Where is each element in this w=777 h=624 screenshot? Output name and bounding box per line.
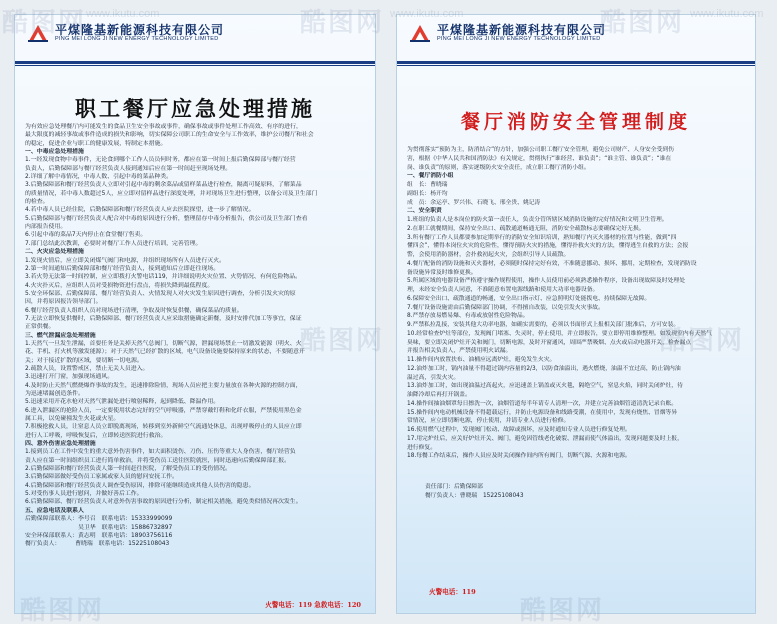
text-line: 警，会使用消防器材，会扑救初起火灾，会组织引导人员疏散。 <box>407 252 570 258</box>
text-line: 3.后勤保障部做好受伤员工家属或家人员的慰问安抚工作。 <box>25 474 178 481</box>
text-line: 1.发现火情后，应立即关闭煤气阀门和电源，并组织现场所有人员进行灭火。 <box>25 257 226 264</box>
text-line: 正常供餐。 <box>25 324 55 331</box>
text-line: 5.安全环保部、后勤保障部、餐厅经营负责人、火情发现人对火灾发生原因进行调查，分析引发火灾的原 <box>25 290 296 297</box>
text-line: 最大限度的减轻事故或事件造成的损失和影响，切实保障公司职工的生命安全与工作效率，维护公司餐厅和社会 <box>25 132 314 139</box>
text-line: 内部报告使用。 <box>25 224 67 231</box>
text-line: 进行修复。 <box>407 444 436 451</box>
text-line: 7.部门总结此次教训，必要时对餐厅工作人员进行培训，完善管理。 <box>25 240 202 247</box>
text-line: 11.操作间内放置扶布、油桶应远离炉灶，避免发生火灾。 <box>407 357 556 363</box>
text-line: 1.接到员工在工作中发生的重大意外伤害事件，如大面积烫伤、刀伤、压伤等重大人身伤害，餐厅经营负 <box>25 449 296 456</box>
text-line: 6.餐厅经营负责人组织人员对现场进行清理，争取及时恢复供餐，确保菜品的质量。 <box>25 307 243 314</box>
section-heading: 二、火灾应急处理措施 <box>25 249 84 256</box>
text-line: 成 员：余运亭、罗兴伟、石晓飞、邢全贵、姚记涛 <box>407 199 541 206</box>
text-line: 7.积极抢救人员，让窒息人员立即脱离现场，转移到室外新鲜空气流通处休息，出现呼吸停止的人员应立即 <box>25 424 302 431</box>
company-name-cn: 平煤隆基新能源科技有限公司 <box>55 23 225 37</box>
emergency-phone-footer: 火警电话：119 <box>429 588 476 596</box>
text-line: 4.餐厅配备的消防设施和灭火器材，必须随时保持完好有效，不准随意挪动、损坏、挪用，定期检查，发现消防设 <box>407 260 697 267</box>
text-line: 因，并将原因报告领导部门。 <box>25 299 102 306</box>
text-line: 3.若火势无法第一时间控制，应立即拨打火警电话119，并详细说明火灾位置、火势情况、有何危险物品。 <box>25 274 302 281</box>
text-line: 6.引起中毒的菜品7天内停止在食堂餐厅售卖。 <box>25 232 147 239</box>
text-line: 16.使用燃气过程中，发现阀门松动、故障或损坏，应及时通知专业人员进行修复处理。 <box>407 427 631 433</box>
watermark-url: www.ikutu.com <box>390 8 464 20</box>
text-line: 责人应在第一时间组织员工进行简单救治，并将受伤员工送往医院就医，同时迅速向后勤保障部汇报。 <box>25 457 291 464</box>
text-line: 7.无法立即恢复供餐时，后勤保障部、餐厅经营负责人应采取措施确定新餐，及时安排代加工等事宜，保证 <box>25 315 302 322</box>
section-heading: 四、意外伤害应急处理措施 <box>25 441 96 448</box>
text-line: 5.迅速采用开花水枪对天然气泄漏处进行喷射稀释，起到降低、降温作用。 <box>25 399 220 406</box>
text-line: 2.详细了解中毒情况，中毒人数、引起中毒的菜品种类。 <box>25 174 172 181</box>
text-line: 7.餐厅设备设施需由后勤保障部门协调，不得擅自改装，以免引发火灾事故。 <box>407 304 604 311</box>
text-line: 餐厅负责人： 曹晓瑞 联系电话：15225108043 <box>25 541 170 548</box>
page-title: 职工餐厅应急处理措施 <box>75 97 315 121</box>
text-line: 4.及时防止天然气燃烧爆炸事故的发生，迅速排除险情，现场人员应把主要力量放在各种火源的控制方面， <box>25 382 302 389</box>
header-rule <box>15 61 375 64</box>
notice-body <box>407 146 747 501</box>
text-line: 属工具，以免碰撞发生火花或火星。 <box>25 416 120 423</box>
notice-body <box>25 123 367 549</box>
text-line: 关；对于接近扩散的区域，要切断一切电源。 <box>25 357 143 364</box>
text-line: 油降冷却后再打开锅盖。 <box>407 392 471 398</box>
responsible-dept: 责任部门：后勤保障部 <box>425 484 483 490</box>
text-line: 后勤保障部联系人：李号召 联系电话：15333999099 <box>25 516 173 523</box>
text-line: 组 长：曹晓瑞 <box>407 182 448 188</box>
text-line: 负责人，后勤保障部与餐厅经营负责人接到通知后应在第一时间赶至现场处理。 <box>25 165 232 172</box>
text-line: 安全环保部联系人：黄志明 联系电话：18903756116 <box>25 532 173 539</box>
text-line: 备设施异常及时维修更换。 <box>407 269 477 276</box>
text-line: 副组长：杨开均 <box>407 190 448 197</box>
text-line: 10.经常检查炉灶等部位，发现阀门堵塞、失灵时，停止使用，并立即报告，要立即停用维修整理。如发现室内有天然气 <box>407 330 712 337</box>
text-line: 的检查。 <box>25 199 49 206</box>
text-line: 的稳定，促进企业与职工的健康发展，特制定本措施。 <box>25 140 167 147</box>
text-line: 2.后勤保障部和餐厅经营负责人第一时间赶往医院，了解受伤员工的受伤情况。 <box>25 466 231 473</box>
text-line: 5.对受伤事人员进行慰问，并做好善后工作。 <box>25 491 143 498</box>
text-line: 的质量情况，若中毒人数超过5人，应立即对留样品进行深度处理，并对现场卫生进行整理，以备公司及卫生部门 <box>25 190 318 197</box>
text-line: 2.疏散人员，设置警戒区，禁止无关人员进入。 <box>25 365 149 372</box>
spacer <box>407 461 747 483</box>
text-line: 并报告相关负责人，严禁使用明火试漏。 <box>407 348 512 355</box>
text-line: 6.后勤保障部、餐厅经营负责人对意外伤害事故的原因进行分析，制定相关措施，避免类似情况再次发生。 <box>25 499 302 506</box>
right-notice-panel <box>396 14 756 614</box>
text-line: 温过高，引发火灾。 <box>407 374 460 381</box>
text-line: 1.天然气一旦发生泄漏，首要任务是关掉天然气总阀门，切断气源，泄漏现场禁止一切激发能源（明火、火 <box>25 340 302 347</box>
text-line: 18.每餐工作结束后，操作人员应及时关闭操作间内所有阀门，切断气源、火源和电源。 <box>407 453 631 460</box>
text-line: 吴卫华 联系电话：15886732897 <box>25 524 173 531</box>
text-line: 懂四会”，懂得本岗位火灾的危险性，懂得预防火灾的措施，懂得扑救火灾的方法，懂得逃生自救的方法；会报 <box>407 243 689 250</box>
section-heading: 二、安全职责 <box>407 208 442 215</box>
text-line: 2.第一时间通知后勤保障部和餐厅经营负责人，接到通知后立即赶往现场。 <box>25 265 220 272</box>
text-line: 为贯彻落实“预防为主，防消结合”的方针，加强公司职工餐厅安全管理，避免公司财产、人身安全受到伤 <box>407 147 674 153</box>
text-line: 5.后勤保障部与餐厅经营负责人配合对中毒的原因进行分析，整理留存中毒分析报告，供公司及卫生部门查看 <box>25 215 308 222</box>
text-line: 为有效应急处理餐厅内可能发生的食品卫生安全事故或事件，确保事故或事件处理工作高效、有序的进行， <box>25 124 302 130</box>
text-line: 14.操作间抽油烟罩每日擦洗一次，油烟管道每半年请专人清理一次，并建立完善油烟管道清洗记录台账。 <box>407 400 678 407</box>
text-line: 害，根据《中华人民共和国消防法》有关规定，贯彻执行“谁经营、谁负责”；“谁主管、谁负责”；“谁在 <box>407 155 672 162</box>
text-line: 5.所属区域的电器设备严格遵守操作规程使用，操作人员使用前必须熟悉操作程序，设备出现故障及时处理处 <box>407 278 685 285</box>
text-line: 为迅速堵漏创造条件。 <box>25 391 84 397</box>
section-heading: 一、中毒应急处理措施 <box>25 149 84 156</box>
text-line: 15.操作间内电动机械设备不得超载运行，并防止电源设备和线路受潮，在使用中，发现有烧焦、冒烟等异 <box>407 409 678 416</box>
header-rule <box>397 61 755 64</box>
section-heading: 三、燃气泄漏应急处理措施 <box>25 332 96 339</box>
text-line: 4.后勤保障部和餐厅经营负责人调查受伤原因，排除可能继续造成其他人员伤害的隐患。 <box>25 482 255 489</box>
company-name-en: PING MEI LONG JI NEW ENERGY TECHNOLOGY LIMITED <box>437 36 601 42</box>
text-line: 2.在职工就餐期间，保持安全出口、疏散通道畅通无阻，消防安全疏散标志要确保完好无损。 <box>407 225 645 232</box>
text-line: 3.迅速打开门窗，加强现场通风。 <box>25 374 114 381</box>
restaurant-manager: 餐厅负责人：曹晓瑞 15225108043 <box>425 492 524 499</box>
text-line: 8.严禁存放易燃易爆、有毒或放射性危险物品。 <box>407 313 529 320</box>
page-title: 餐厅消防安全管理制度 <box>460 111 691 133</box>
text-line: 臭味，要立即关闭炉灶开关和阀门，切断电源，及时开窗通风，周围严禁吸烟、点火或启动电器开关，检查漏点 <box>407 339 692 346</box>
company-name-cn: 平煤隆基新能源科技有限公司 <box>437 23 607 37</box>
text-line: 进行人工呼吸，呼吸恢复后，立即转送医院进行救治。 <box>25 432 167 439</box>
text-line: 13.油炸加工时，如出现油温过高起火，应迅速盖上锅盖或灭火毯，隔绝空气，窒息火焰，同时关闭炉灶，待 <box>407 383 683 390</box>
text-line: 花、手机、打火机等激发能源）；对于天然气已经扩散的区域，电气设备设施要保持原来的状态，不要随意开 <box>25 349 305 356</box>
watermark-url: www.ikutu.com <box>690 8 764 20</box>
text-line: 3.后勤保障部和餐厅经营负责人立即对引起中毒的剩余菜品或留样菜品进行检查，隔离可疑原料，了解菜品 <box>25 182 302 189</box>
left-notice-panel <box>14 14 376 614</box>
text-line: 1.一经发现食物中毒事件，无论食到哪个工作人员员何时务，都应在第一时间上报后勤保障部与餐厅经营 <box>25 157 296 164</box>
text-line: 4.火灾扑灭后，应组织人员对受损物资进行盘点，将损失降到最低程度。 <box>25 282 214 289</box>
section-heading: 五、应急电话及联系人 <box>25 507 84 514</box>
text-line: 9.严禁私拉乱接，安装其他大功率电器，如确实需要的，必须以书面形式上报相关部门批准后，方可安装。 <box>407 322 680 328</box>
text-line: 6.进入泄漏区的抢险人员，一定要使用状态完好的空气呼吸器，严禁穿戴钉鞋和化纤衣服，严禁使用黑色金 <box>25 407 302 414</box>
text-line: 常情况，应立即切断电源，停止使用，并请专业人员进行检修。 <box>407 418 570 425</box>
text-line: 12.油炸加工时，锅内油量不得超过锅内容量的2/3，以防食油溢出，遇火燃烧，油温不宜过高，防止锅内油 <box>407 365 681 372</box>
emergency-phone-footer: 火警电话：119 急救电话：120 <box>265 601 361 609</box>
text-line: 理，未经安全负责人同意，不准随意布置电源线路和使用大功率电器设备。 <box>407 287 599 293</box>
company-logo-icon <box>409 23 431 43</box>
header-rule-thin <box>397 65 755 66</box>
watermark-url: www.ikutu.com <box>86 8 160 20</box>
text-line: 4.若中毒人员已经住院，后勤保障部和餐厅经营负责人应去医院探望，进一步了解情况。 <box>25 207 255 214</box>
company-name-en: PING MEI LONG JI NEW ENERGY TECHNOLOGY LIMITED <box>55 36 219 42</box>
text-line: 6.保障安全出口、疏散通道的畅通，安全出口指示灯、应急照明灯处能拨电、持续保障无故障。 <box>407 295 651 302</box>
header-rule-thin <box>15 65 375 66</box>
text-line: 3.所有餐厅工作人员都要参加定期举行的消防安全知识培训，熟知餐厅内灭火器材的位置与性能，做到“四 <box>407 234 677 241</box>
section-heading: 一、餐厅消防小组 <box>407 173 454 180</box>
company-logo-icon <box>27 23 49 43</box>
text-line: 1.班组的负责人是本岗位的防火第一责任人，负责分管所辖区域消防设施的完好情况和文明卫生管理。 <box>407 217 668 223</box>
text-line: 岗、谁负责”的原则，落实逐级防火安全责任，成立职工餐厅消防小组。 <box>407 164 590 171</box>
text-line: 17.用完炉灶后，应关好炉灶开关、阀门，避免因管线老化破裂、泄漏而使气体溢出，发现问题要及时上报， <box>407 435 683 442</box>
